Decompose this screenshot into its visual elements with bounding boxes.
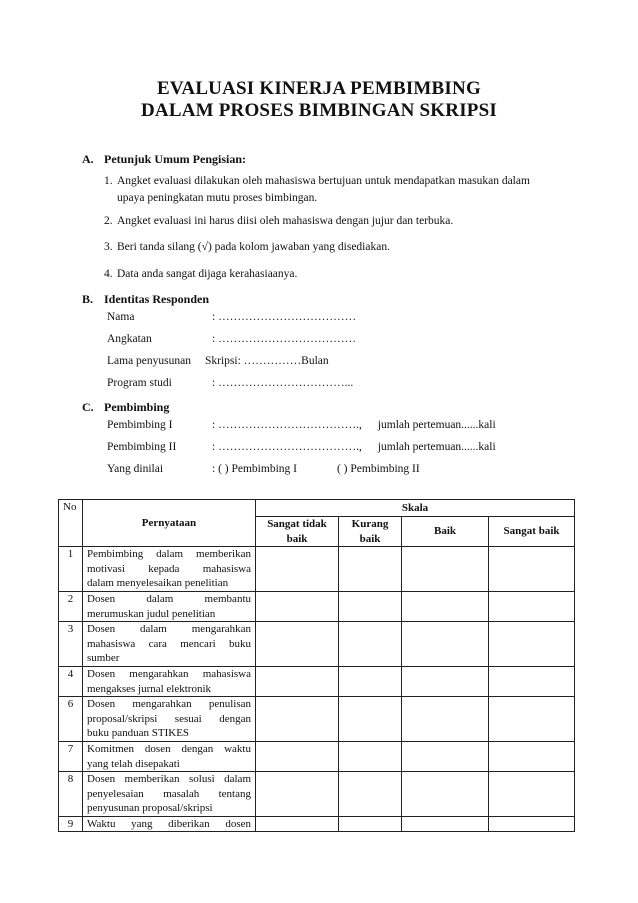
respondent-name-field[interactable] <box>107 311 356 323</box>
answer-cell-very-good[interactable] <box>489 772 575 817</box>
instruction-text: Data anda sangat dijaga kerahasiaanya. <box>117 268 298 280</box>
answer-cell-good[interactable] <box>402 697 489 742</box>
instruction-item-4 <box>104 267 574 281</box>
header-scale: Skala <box>256 500 575 517</box>
answer-cell-poor[interactable] <box>339 591 402 621</box>
field-blank[interactable]: Skripsi: ……………Bulan <box>205 355 329 367</box>
answer-cell-poor[interactable] <box>339 697 402 742</box>
answer-cell-poor[interactable] <box>339 741 402 771</box>
instruction-text: Angket evaluasi dilakukan oleh mahasiswa bertujuan untuk mendapatkan masukan dalam <box>117 175 530 187</box>
instruction-item-1 <box>104 174 574 188</box>
answer-cell-very-poor[interactable] <box>256 816 339 832</box>
header-scale-good: Baik <box>402 517 489 547</box>
section-c-heading <box>82 400 169 415</box>
statement-line: Komitmen dosen dengan waktu <box>87 742 251 755</box>
answer-cell-good[interactable] <box>402 741 489 771</box>
answer-cell-very-good[interactable] <box>489 816 575 832</box>
section-a-heading <box>82 152 246 167</box>
answer-cell-poor[interactable] <box>339 772 402 817</box>
answer-cell-poor[interactable] <box>339 666 402 696</box>
answer-cell-very-poor[interactable] <box>256 741 339 771</box>
table-row <box>59 666 575 696</box>
row-number: 9 <box>59 816 83 832</box>
row-statement <box>83 816 256 832</box>
respondent-duration-field[interactable] <box>107 355 329 367</box>
section-b-title: Identitas Responden <box>104 292 210 306</box>
statement-line: Dosen mengarahkan penulisan <box>87 698 251 711</box>
table-row <box>59 772 575 817</box>
row-statement <box>83 666 256 696</box>
statement-line: Pembimbing dalam memberikan <box>87 548 251 561</box>
document-title-line-2: DALAM PROSES BIMBINGAN SKRIPSI <box>141 100 497 121</box>
row-statement <box>83 697 256 742</box>
answer-cell-good[interactable] <box>402 816 489 832</box>
row-number: 1 <box>59 547 83 592</box>
statement-line: Dosen mengarahkan mahasiswa <box>87 667 251 680</box>
statement-line: motivasi kepada mahasiswa <box>87 562 251 575</box>
table-row <box>59 697 575 742</box>
field-label: Angkatan <box>107 333 152 345</box>
statement-line: sumber <box>87 652 120 665</box>
meeting-count-blank[interactable]: jumlah pertemuan......kali <box>377 419 496 431</box>
instruction-number: 1. <box>104 175 113 187</box>
header-scale-poor: Kurang baik <box>339 517 402 547</box>
table-row <box>59 816 575 832</box>
field-label: Yang dinilai <box>107 463 164 475</box>
instruction-item-2 <box>104 214 574 228</box>
statement-line: buku panduan STIKES <box>87 727 190 740</box>
field-blank[interactable]: : ………………………………., <box>212 419 362 431</box>
evaluation-table <box>58 499 575 832</box>
table-row <box>59 547 575 592</box>
field-label: Program studi <box>107 377 172 389</box>
instruction-item-3 <box>104 240 574 254</box>
row-statement <box>83 741 256 771</box>
field-label: Nama <box>107 311 135 323</box>
assessed-supervisor-field[interactable] <box>107 463 420 475</box>
field-blank[interactable]: : ………………………………., <box>212 441 362 453</box>
answer-cell-very-poor[interactable] <box>256 591 339 621</box>
table-row <box>59 622 575 667</box>
row-number: 6 <box>59 697 83 742</box>
section-b-letter: B. <box>82 292 94 306</box>
statement-line: penyelesaian masalah tentang <box>87 787 251 800</box>
instruction-item-1-continued: upaya peningkatan mutu proses bimbingan. <box>117 192 318 204</box>
respondent-batch-field[interactable] <box>107 333 356 345</box>
statement-line: penyusunan proposal/skripsi <box>87 802 213 815</box>
statement-line: mengakses jurnal elektronik <box>87 682 212 695</box>
statement-line: merumuskan judul penelitian <box>87 607 216 620</box>
statement-line: yang telah disepakati <box>87 757 180 770</box>
assessed-option-2[interactable]: ( ) Pembimbing II <box>336 463 420 475</box>
row-number: 2 <box>59 591 83 621</box>
section-b-heading <box>82 292 209 307</box>
instruction-text: Angket evaluasi ini harus diisi oleh mahasiswa dengan jujur dan terbuka. <box>117 215 454 227</box>
field-label: Pembimbing II <box>107 441 177 453</box>
answer-cell-very-good[interactable] <box>489 666 575 696</box>
row-statement <box>83 547 256 592</box>
answer-cell-very-good[interactable] <box>489 741 575 771</box>
answer-cell-poor[interactable] <box>339 816 402 832</box>
statement-line: Waktu yang diberikan dosen <box>87 817 251 830</box>
row-number: 4 <box>59 666 83 696</box>
document-title-line-1: EVALUASI KINERJA PEMBIMBING <box>157 78 481 99</box>
field-label: Lama penyusunan <box>107 355 191 367</box>
answer-cell-very-good[interactable] <box>489 697 575 742</box>
statement-line: Dosen dalam mengarahkan <box>87 623 251 636</box>
instruction-number: 4. <box>104 268 113 280</box>
section-a-title: Petunjuk Umum Pengisian: <box>104 152 247 166</box>
statement-line: Dosen memberikan solusi dalam <box>87 773 251 786</box>
statement-line: proposal/skripsi sesuai dengan <box>87 712 251 725</box>
header-statement: Pernyataan <box>83 500 256 547</box>
supervisor-2-field[interactable] <box>107 441 496 453</box>
row-statement <box>83 591 256 621</box>
section-c-title: Pembimbing <box>104 400 170 414</box>
answer-cell-good[interactable] <box>402 622 489 667</box>
row-statement <box>83 772 256 817</box>
answer-cell-very-poor[interactable] <box>256 622 339 667</box>
field-blank[interactable]: : ……………………………… <box>212 333 357 345</box>
field-label: Pembimbing I <box>107 419 173 431</box>
section-c-letter: C. <box>82 400 94 414</box>
statement-line: dalam menyelesaikan penelitian <box>87 577 229 590</box>
answer-cell-good[interactable] <box>402 591 489 621</box>
instruction-number: 2. <box>104 215 113 227</box>
section-a-letter: A. <box>82 152 94 166</box>
answer-cell-poor[interactable] <box>339 622 402 667</box>
header-scale-very-poor: Sangat tidak baik <box>256 517 339 547</box>
statement-line: Dosen dalam membantu <box>87 592 251 605</box>
answer-cell-poor[interactable] <box>339 547 402 592</box>
instruction-number: 3. <box>104 241 113 253</box>
supervisor-1-field[interactable] <box>107 419 496 431</box>
answer-cell-very-poor[interactable] <box>256 547 339 592</box>
answer-cell-good[interactable] <box>402 547 489 592</box>
answer-cell-good[interactable] <box>402 666 489 696</box>
answer-cell-very-poor[interactable] <box>256 772 339 817</box>
row-number: 8 <box>59 772 83 817</box>
answer-cell-very-poor[interactable] <box>256 666 339 696</box>
row-number: 7 <box>59 741 83 771</box>
answer-cell-very-good[interactable] <box>489 622 575 667</box>
header-no: No <box>59 500 83 547</box>
respondent-program-field[interactable] <box>107 377 353 389</box>
field-blank[interactable]: : ……………………………… <box>212 311 357 323</box>
instruction-text: Beri tanda silang (√) pada kolom jawaban yang disediakan. <box>117 241 390 253</box>
meeting-count-blank[interactable]: jumlah pertemuan......kali <box>377 441 496 453</box>
row-statement <box>83 622 256 667</box>
table-row <box>59 591 575 621</box>
assessed-option-1[interactable]: : ( ) Pembimbing I <box>212 463 297 475</box>
field-blank[interactable]: : ……………………………... <box>212 377 354 389</box>
answer-cell-very-good[interactable] <box>489 547 575 592</box>
answer-cell-good[interactable] <box>402 772 489 817</box>
answer-cell-very-good[interactable] <box>489 591 575 621</box>
table-row <box>59 741 575 771</box>
statement-line: mahasiswa cara mencari buku <box>87 637 251 650</box>
answer-cell-very-poor[interactable] <box>256 697 339 742</box>
row-number: 3 <box>59 622 83 667</box>
header-scale-very-good: Sangat baik <box>489 517 575 547</box>
